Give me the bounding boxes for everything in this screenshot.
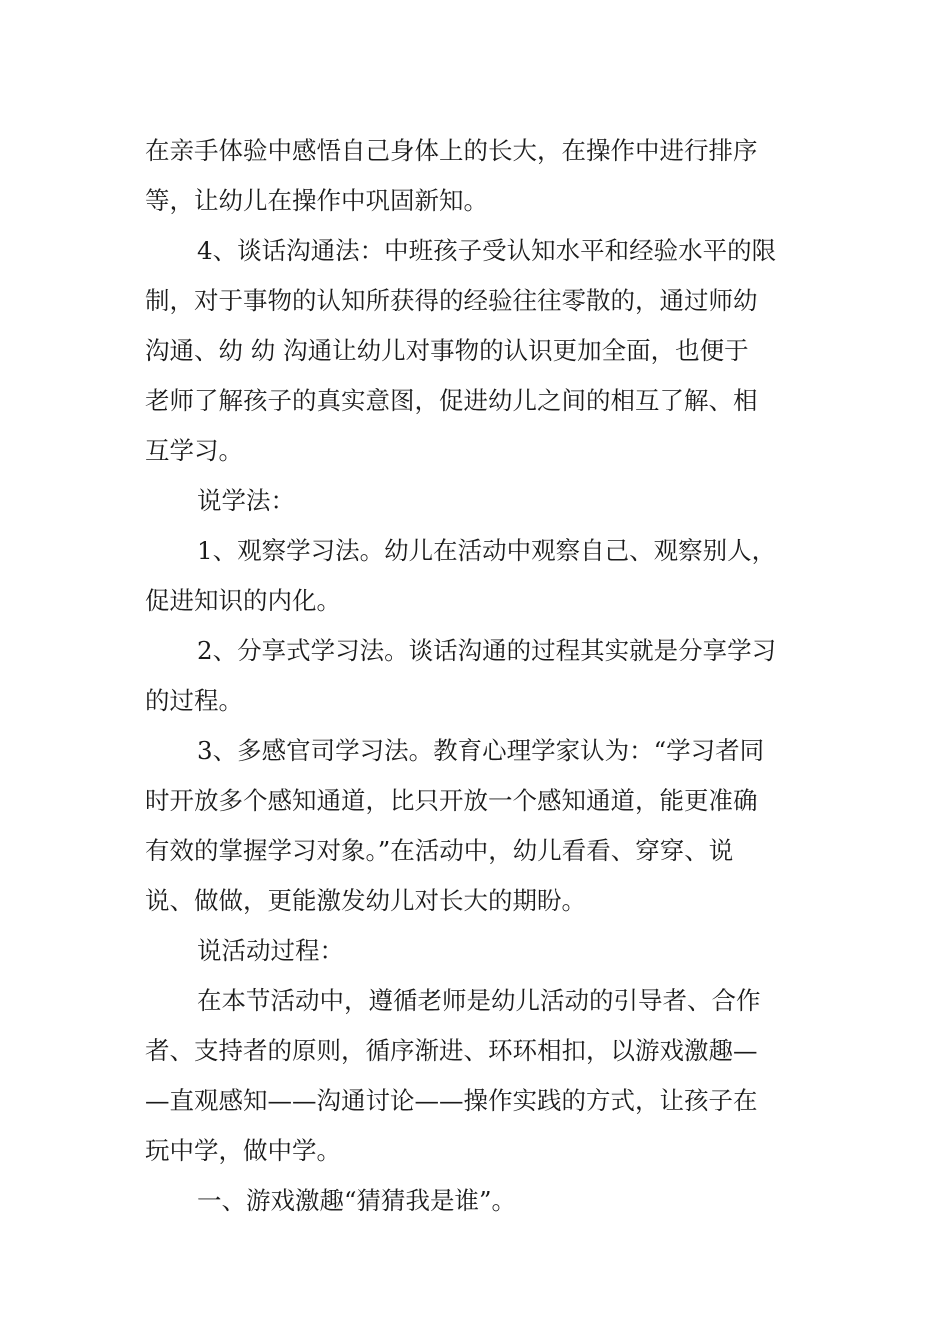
- paragraph-start-line: 3、多感官司学习法。教育心理学家认为：“学习者同: [197, 736, 765, 765]
- text-line: 促进知识的内化。: [145, 586, 341, 615]
- document-body: [145, 126, 810, 1226]
- text-line: 者、支持者的原则，循序渐进、环环相扣，以游戏激趣—: [145, 1036, 758, 1065]
- text-line: 玩中学，做中学。: [145, 1136, 341, 1165]
- text-line: 制，对于事物的认知所获得的经验往往零散的，通过师幼: [145, 286, 758, 315]
- section-heading: 说学法：: [197, 486, 295, 515]
- paragraph-start-line: 1、观察学习法。幼儿在活动中观察自己、观察别人，: [197, 536, 777, 565]
- text-line: 老师了解孩子的真实意图，促进幼儿之间的相互了解、相: [145, 386, 758, 415]
- paragraph-start-line: 4、谈话沟通法：中班孩子受认知水平和经验水平的限: [197, 236, 777, 265]
- paragraph-start-line: 在本节活动中，遵循老师是幼儿活动的引导者、合作: [197, 986, 761, 1015]
- text-line: 的过程。: [145, 686, 243, 715]
- section-heading: 一、游戏激趣“猜猜我是谁”。: [197, 1186, 517, 1215]
- text-line: —直观感知——沟通讨论——操作实践的方式，让孩子在: [145, 1086, 758, 1115]
- paragraph-start-line: 2、分享式学习法。谈话沟通的过程其实就是分享学习: [197, 636, 777, 665]
- text-line: 说、做做，更能激发幼儿对长大的期盼。: [145, 886, 586, 915]
- text-line: 沟通、幼 幼 沟通让幼儿对事物的认识更加全面，也便于: [145, 336, 749, 365]
- text-line: 在亲手体验中感悟自己身体上的长大，在操作中进行排序: [145, 136, 758, 165]
- text-line: 有效的掌握学习对象。”在活动中，幼儿看看、穿穿、说: [145, 836, 734, 865]
- text-line: 互学习。: [145, 436, 243, 465]
- section-heading: 说活动过程：: [197, 936, 344, 965]
- text-line: 等，让幼儿在操作中巩固新知。: [145, 186, 488, 215]
- text-line: 时开放多个感知通道，比只开放一个感知通道，能更准确: [145, 786, 758, 815]
